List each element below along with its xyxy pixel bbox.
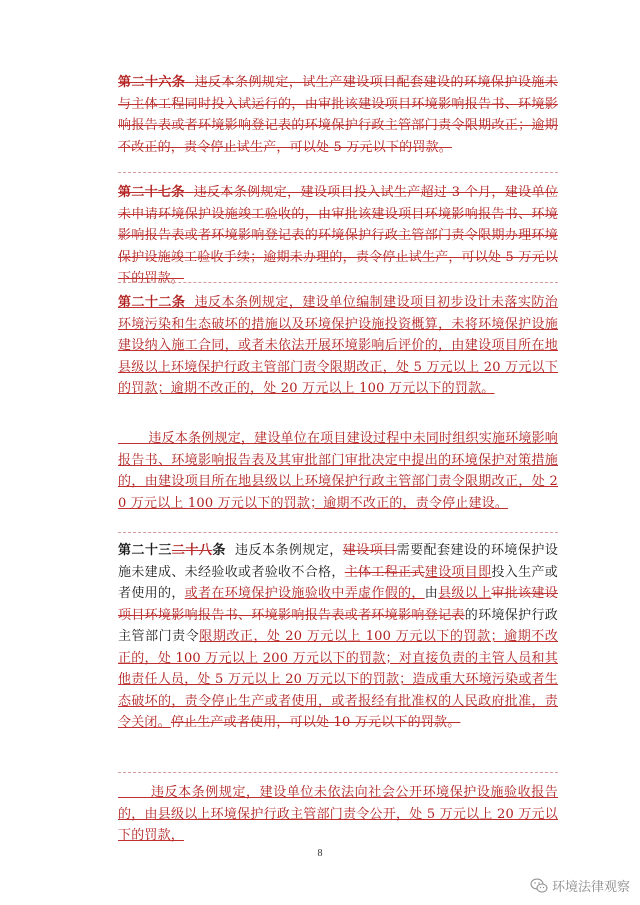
article-23-text-3: 投入生产或者使用的， bbox=[118, 564, 558, 601]
article-23-deleted-4: 停止生产或者使用，可以处 10 万元以下的罚款。 bbox=[170, 715, 461, 730]
article-23-heading-suffix: 条 bbox=[212, 543, 226, 558]
article-23-second-paragraph bbox=[118, 782, 558, 847]
article-23-inserted-1: 建设项目即 bbox=[424, 564, 492, 580]
article-22-paragraph bbox=[118, 292, 558, 400]
article-22-heading: 第二十二条 bbox=[118, 295, 186, 310]
article-27-body: 违反本条例规定，建设项目投入试生产超过 3 个月，建设单位未申请环境保护设施竣工验收的，由审批该建设项目环境影响报告书、环境影响报告表或者环境影响登记表的环境保护行政主管部门责令限期办理环境保护设施竣工验收手续；逾期未办理的，责令停止试生产，可以处 5 万元以下的罚款。 bbox=[118, 185, 558, 286]
article-23-deleted-2: 主体工程正式 bbox=[344, 564, 425, 580]
article-27-paragraph bbox=[118, 182, 558, 290]
article-23-text-1: 违反本条例规定， bbox=[235, 543, 343, 558]
page-number: 8 bbox=[317, 848, 323, 859]
revision-separator bbox=[118, 172, 558, 173]
article-22-second-paragraph bbox=[118, 428, 558, 514]
article-23-second-body: 违反本条例规定，建设单位未依法向社会公开环境保护设施验收报告的，由县级以上环境保护行政主管部门责令公开，处 5 万元以上 20 万元以下的罚款， bbox=[118, 785, 558, 843]
article-23-text-2: 需要配套建设的环境保护设施未建成、未经验收或者验收不合格， bbox=[118, 543, 559, 580]
revision-separator bbox=[118, 772, 558, 773]
article-27-heading: 第二十七条 bbox=[118, 185, 185, 200]
watermark bbox=[530, 876, 630, 895]
article-26-heading: 第二十六条 bbox=[118, 75, 186, 90]
revision-separator bbox=[118, 532, 558, 533]
article-26-paragraph bbox=[118, 72, 558, 158]
article-23-deleted-3: 审批该建设项目环境影响报告书、环境影响报告表或者环境影响登记表 bbox=[118, 586, 558, 623]
article-23-inserted-3: 县级以上 bbox=[438, 586, 492, 601]
article-23-heading: 第二十三 bbox=[118, 543, 172, 558]
article-23-deleted-1: 建设项目 bbox=[342, 543, 397, 558]
article-22-body: 违反本条例规定，建设单位编制建设项目初步设计未落实防治环境污染和生态破坏的措施以及环境保护设施投资概算，未将环境保护设施建设纳入施工合同，或者未依法开展环境影响后评价的，由建设项目所在地县级以上环境保护行政主管部门责令限期改正，处 5 万元以上 20 万元以下的罚款；逾期不改正的，处 20 万元以上 100 万元以下的罚款。 bbox=[118, 295, 558, 396]
revision-separator bbox=[118, 282, 558, 283]
article-23-heading-deleted: 二十八 bbox=[171, 543, 213, 558]
article-22-second-body: 违反本条例规定，建设单位在项目建设过程中未同时组织实施环境影响报告书、环境影响报告表及其审批部门审批决定中提出的环境保护对策措施的，由建设项目所在地县级以上环境保护行政主管部门责令限期改正，处 20 万元以上 100 万元以下的罚款；逾期不改正的，责令停止建设。 bbox=[118, 431, 559, 511]
article-23-inserted-4: 限期改正，处 20 万元以上 100 万元以下的罚款；逾期不改正的，处 100 万元以上 200 万元以下的罚款；对直接负责的主管人员和其他责任人员，处 5 万元以上 20 万元以下的罚款；造成重大环境污染或者生态破坏的，责令停止生产或者使用，或者报经有批准权的人民政府批准，责令关闭。 bbox=[118, 629, 558, 730]
article-23-paragraph bbox=[118, 540, 558, 734]
watermark-text: 环境法律观察 bbox=[551, 880, 630, 895]
wechat-icon bbox=[530, 878, 548, 894]
article-23-inserted-2: 或者在环境保护设施验收中弄虚作假的， bbox=[184, 586, 425, 601]
article-23-text-4: 由 bbox=[424, 586, 439, 601]
article-23-text-5: 的环境保护行政主管部门责令 bbox=[118, 607, 559, 644]
article-26-body: 违反本条例规定，试生产建设项目配套建设的环境保护设施未与主体工程同时投入试运行的，由审批该建设项目环境影响报告书、环境影响报告表或者环境影响登记表的环境保护行政主管部门责令限期改正；逾期不改正的，责令停止试生产，可以处 5 万元以下的罚款。 bbox=[118, 75, 558, 155]
